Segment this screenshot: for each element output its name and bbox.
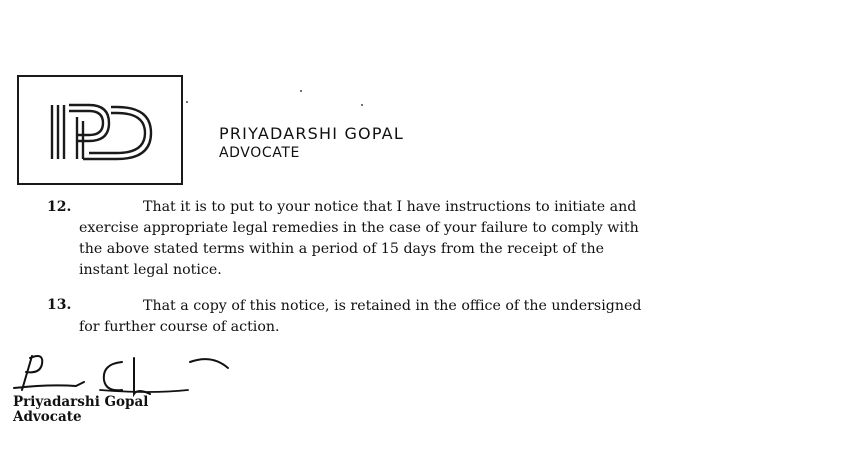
paragraph-line: That it is to put to your notice that I have instructions to initiate and xyxy=(143,199,637,215)
scan-speck xyxy=(186,101,188,103)
paragraph-line: instant legal notice. xyxy=(79,262,222,278)
paragraph-number: 12. xyxy=(47,199,72,215)
handwritten-signature xyxy=(10,350,240,400)
paragraph-line: the above stated terms within a period of 15 days from the receipt of the xyxy=(79,241,604,257)
advocate-title-heading: ADVOCATE xyxy=(219,145,300,161)
paragraph-line: That a copy of this notice, is retained in the office of the undersigned xyxy=(143,298,642,314)
advocate-name-heading: PRIYADARSHI GOPAL xyxy=(219,124,404,143)
pd-monogram-icon xyxy=(19,77,181,183)
signatory-title: Advocate xyxy=(13,409,82,425)
signatory-name: Priyadarshi Gopal xyxy=(13,394,149,410)
scan-speck xyxy=(361,104,363,106)
paragraph-line: for further course of action. xyxy=(79,319,280,335)
paragraph-number: 13. xyxy=(47,297,72,313)
scan-speck xyxy=(300,90,302,92)
paragraph-line: exercise appropriate legal remedies in the case of your failure to comply with xyxy=(79,220,639,236)
letterhead-logo xyxy=(17,75,183,185)
